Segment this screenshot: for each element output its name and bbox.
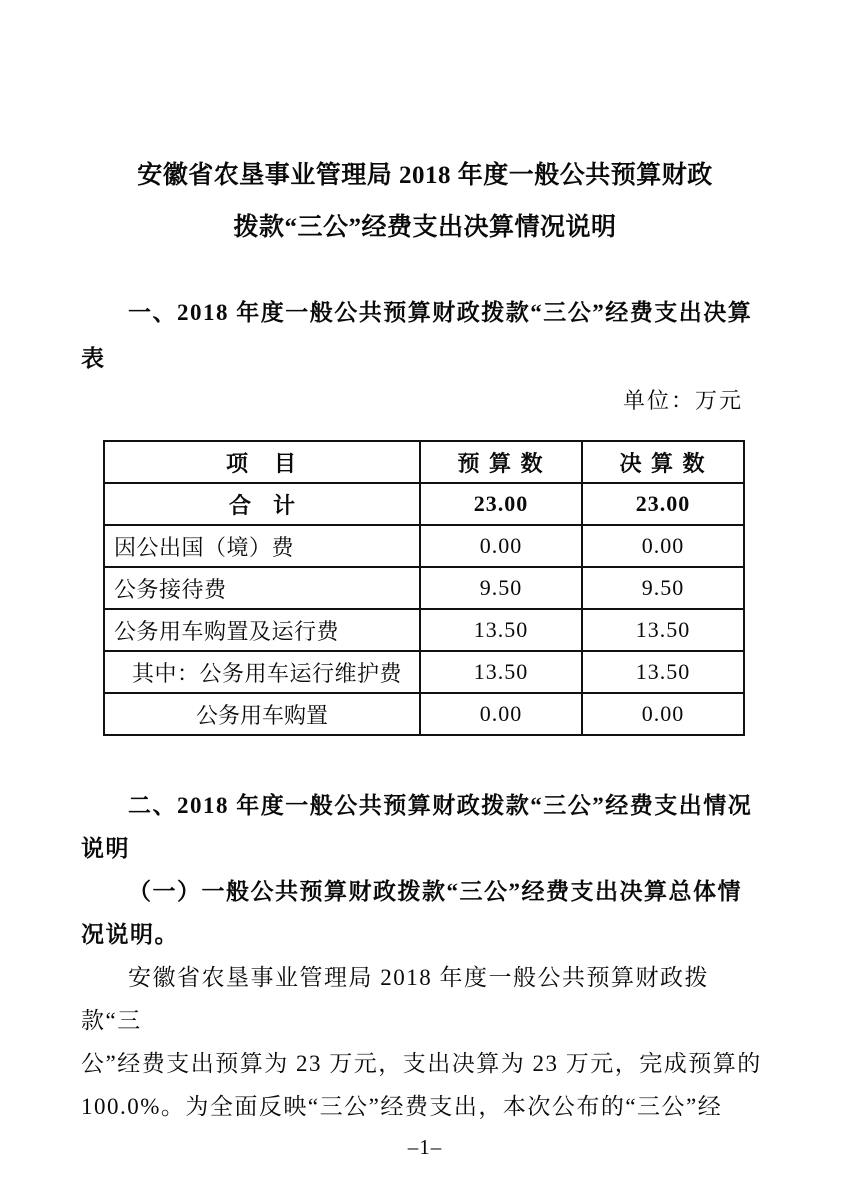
row-budget-value: 0.00 [420, 525, 582, 567]
section2-subheading-line1: （一）一般公共预算财政拨款“三公”经费支出决算总体情 [128, 879, 742, 904]
row-item-label: 公务用车购置 [104, 693, 420, 735]
section1-heading-line1: 一、2018 年度一般公共预算财政拨款“三公”经费支出决算 [128, 300, 753, 325]
col-header-final: 决 算 数 [582, 441, 744, 483]
row-final-value: 13.50 [582, 609, 744, 651]
table-row [104, 525, 744, 567]
row-item-label: 因公出国（境）费 [104, 525, 420, 567]
doc-title-line2: 拨款“三公”经费支出决算情况说明 [233, 214, 617, 241]
section2-subheading-line2: 况说明。 [81, 922, 179, 947]
row-final-value: 9.50 [582, 567, 744, 609]
paragraph-line3: 100.0%。为全面反映“三公”经费支出，本次公布的“三公”经 [81, 1094, 723, 1119]
row-final-value: 13.50 [582, 651, 744, 693]
paragraph-line2: 公”经费支出预算为 23 万元，支出决算为 23 万元，完成预算的 [81, 1051, 762, 1076]
row-final-value: 0.00 [582, 693, 744, 735]
body-paragraph [81, 956, 769, 1128]
row-budget-value: 9.50 [420, 567, 582, 609]
expenses-table [103, 440, 745, 736]
table-row-total [104, 483, 744, 525]
col-header-budget: 预 算 数 [420, 441, 582, 483]
row-final-value: 0.00 [582, 525, 744, 567]
table-header-row [104, 441, 744, 483]
row-final-value: 23.00 [582, 483, 744, 525]
row-budget-value: 23.00 [420, 483, 582, 525]
section1-heading-line2: 表 [81, 346, 106, 371]
table-row [104, 693, 744, 735]
row-budget-value: 13.50 [420, 651, 582, 693]
row-budget-value: 0.00 [420, 693, 582, 735]
row-item-label: 其中：公务用车运行维护费 [104, 651, 420, 693]
table-row [104, 651, 744, 693]
row-item-label: 公务接待费 [104, 567, 420, 609]
row-item-label: 合 计 [104, 483, 420, 525]
paragraph-line1: 安徽省农垦事业管理局 2018 年度一般公共预算财政拨款“三 [81, 965, 709, 1033]
table-row [104, 609, 744, 651]
section2-heading-line1: 二、2018 年度一般公共预算财政拨款“三公”经费支出情况 [128, 793, 753, 818]
unit-label: 单位：万元 [622, 388, 743, 413]
section1-heading [81, 290, 769, 382]
table-row [104, 567, 744, 609]
row-budget-value: 13.50 [420, 609, 582, 651]
page-number: –1– [407, 1135, 443, 1159]
section2-heading-line2: 说明 [81, 836, 130, 861]
section2-heading [81, 784, 769, 956]
doc-title-line1: 安徽省农垦事业管理局 2018 年度一般公共预算财政 [137, 162, 713, 189]
row-item-label: 公务用车购置及运行费 [104, 609, 420, 651]
doc-title [81, 150, 769, 254]
col-header-item: 项 目 [104, 441, 420, 483]
